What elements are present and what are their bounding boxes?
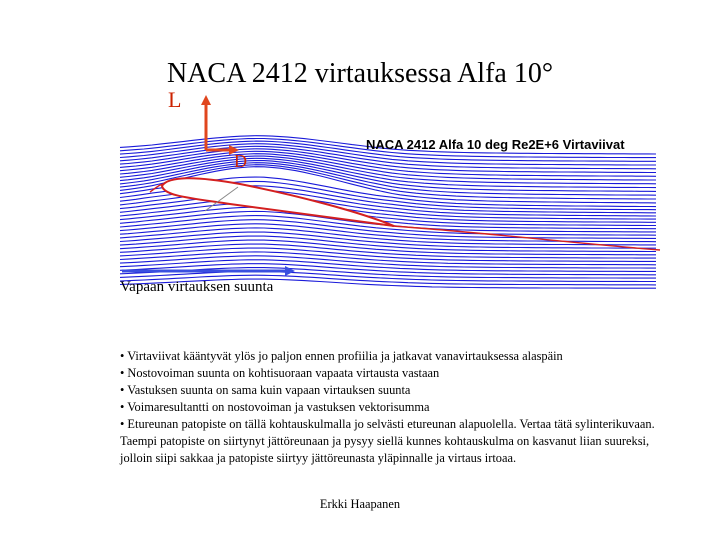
author: Erkki Haapanen: [319, 497, 401, 511]
airfoil-outline: [162, 178, 394, 226]
bullet-item: • Nostovoiman suunta on kohtisuoraan vapaata virtausta vastaan: [120, 366, 440, 380]
bullet-item: • Vastuksen suunta on sama kuin vapaan virtauksen suunta: [120, 383, 411, 397]
freestream-label: Vapaan virtauksen suunta: [120, 279, 274, 295]
bullet-item: • Etureunan patopiste on tällä kohtauskulmalla jo selvästi etureunan alapuolella. Vertaa tätä sylinterikuvaan. Taempi patopiste on siirtynyt jättöreunaan ja pysyy siellä kunnes kohtauskulma on kasvanut liian suureksi, jolloin siipi sakkaa ja patopiste siirtyy jättöreunasta yläpinnalle ja virtaus irtoaa.: [120, 417, 655, 465]
bullet-item: • Virtaviivat kääntyvät ylös jo paljon ennen profiilia ja jatkavat vanavirtauksessa alaspäin: [120, 349, 563, 363]
bullet-item: • Voimaresultantti on nostovoiman ja vastuksen vektorisumma: [120, 400, 430, 414]
airfoil-streamline-figure: [0, 80, 720, 300]
drag-label: D: [234, 151, 247, 171]
streamlines: [120, 136, 656, 289]
figure-caption: NACA 2412 Alfa 10 deg Re2E+6 Virtaviivat: [366, 137, 625, 152]
page-title: NACA 2412 virtauksessa Alfa 10°: [166, 58, 554, 89]
bullet-list: [120, 348, 660, 467]
lift-label: L: [168, 87, 182, 112]
streamline-plot: [0, 80, 720, 300]
